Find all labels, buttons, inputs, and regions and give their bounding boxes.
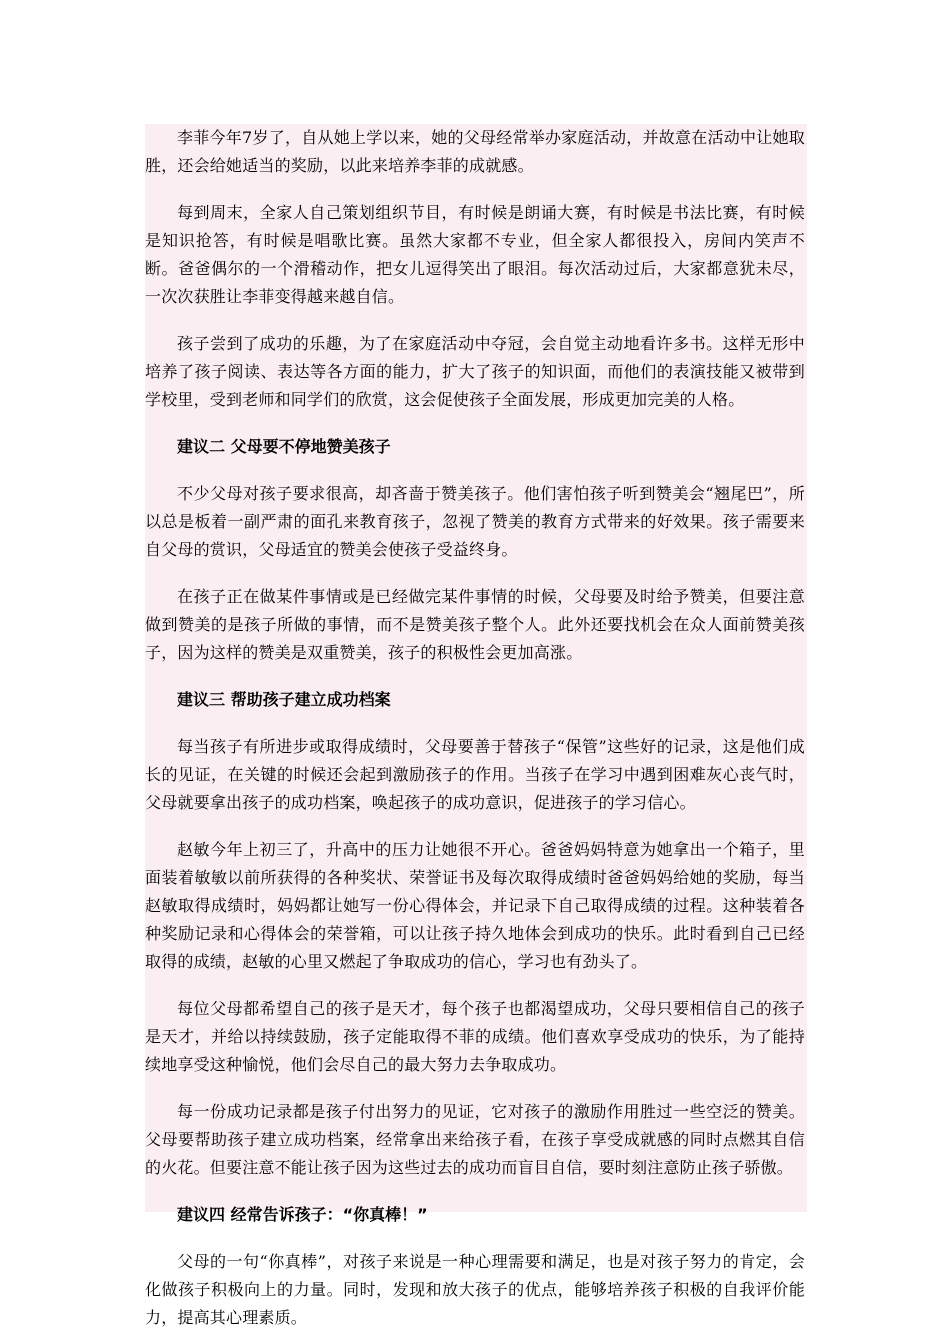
section-heading-3: 建议三 帮助孩子建立成功档案 — [177, 690, 391, 709]
paragraph-2: 每到周末，全家人自己策划组织节目，有时候是朗诵大赛，有时候是书法比赛，有时候是知识抢答，有时候是唱歌比赛。虽然大家都不专业，但全家人都很投入，房间内笑声不断。爸爸偶尔的一个滑稽动作，把女儿逗得笑出了眼泪。每次活动过后，大家都意犹未尽，一次次获胜让李菲变得越来越自信。 — [145, 203, 805, 306]
paragraph-4: 不少父母对孩子要求很高，却吝啬于赞美孩子。他们害怕孩子听到赞美会“翘尾巴”，所以总是板着一副严肃的面孔来教育孩子，忽视了赞美的教育方式带来的好效果。孩子需要来自父母的赏识，父母适宜的赞美会使孩子受益终身。 — [145, 484, 805, 559]
paragraph-6: 每当孩子有所进步或取得成绩时，父母要善于替孩子“保管”这些好的记录，这是他们成长的见证，在关键的时候还会起到激励孩子的作用。当孩子在学习中遇到困难灰心丧气时，父母就要拿出孩子的成功档案，唤起孩子的成功意识，促进孩子的学习信心。 — [145, 737, 805, 812]
section-heading-4: 建议四 经常告诉孩子：“你真棒！” — [177, 1205, 428, 1224]
document-body — [145, 124, 807, 1327]
paragraph-1: 李菲今年7岁了，自从她上学以来，她的父母经常举办家庭活动，并故意在活动中让她取胜，还会给她适当的奖励，以此来培养李菲的成就感。 — [145, 128, 805, 175]
paragraph-5: 在孩子正在做某件事情或是已经做完某件事情的时候，父母要及时给予赞美，但要注意做到赞美的是孩子所做的事情，而不是赞美孩子整个人。此外还要找机会在众人面前赞美孩子，因为这样的赞美是双重赞美，孩子的积极性会更加高涨。 — [145, 587, 805, 662]
paragraph-8: 每位父母都希望自己的孩子是天才，每个孩子也都渴望成功，父母只要相信自己的孩子是天才，并给以持续鼓励，孩子定能取得不菲的成绩。他们喜欢享受成功的快乐，为了能持续地享受这种愉悦，他们会尽自己的最大努力去争取成功。 — [145, 999, 805, 1074]
paragraph-7: 赵敏今年上初三了，升高中的压力让她很不开心。爸爸妈妈特意为她拿出一个箱子，里面装着敏敏以前所获得的各种奖状、荣誉证书及每次取得成绩时爸爸妈妈给她的奖励，每当赵敏取得成绩时，妈妈都让她写一份心得体会，并记录下自己取得成绩的过程。这种装着各种奖励记录和心得体会的荣誉箱，可以让孩子持久地体会到成功的快乐。此时看到自己已经取得的成绩，赵敏的心里又燃起了争取成功的信心，学习也有劲头了。 — [145, 840, 805, 971]
paragraph-9: 每一份成功记录都是孩子付出努力的见证，它对孩子的激励作用胜过一些空泛的赞美。父母要帮助孩子建立成功档案，经常拿出来给孩子看，在孩子享受成就感的同时点燃其自信的火花。但要注意不能让孩子因为这些过去的成功而盲目自信，要时刻注意防止孩子骄傲。 — [145, 1102, 805, 1177]
section-heading-2: 建议二 父母要不停地赞美孩子 — [177, 437, 391, 456]
paragraph-3: 孩子尝到了成功的乐趣，为了在家庭活动中夺冠，会自觉主动地看许多书。这样无形中培养了孩子阅读、表达等各方面的能力，扩大了孩子的知识面，而他们的表演技能又被带到学校里，受到老师和同学们的欣赏，这会促使孩子全面发展，形成更加完美的人格。 — [145, 334, 805, 409]
paragraph-10: 父母的一句“你真棒”，对孩子来说是一种心理需要和满足，也是对孩子努力的肯定，会化做孩子积极向上的力量。同时，发现和放大孩子的优点，能够培养孩子积极的自我评价能力，提高其心理素质。 — [145, 1252, 805, 1327]
